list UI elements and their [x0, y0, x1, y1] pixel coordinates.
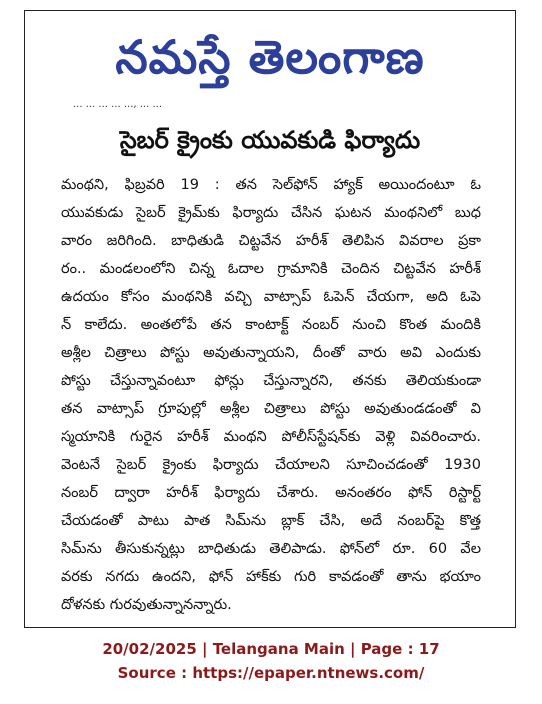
article-body: [61, 171, 481, 619]
article-line: రం.. మండలంలోని చిన్న ఓదాల గ్రామానికి చెందిన చిట్టవేన హరీశ్: [61, 261, 481, 277]
article-line: తన వాట్సాప్ గ్రూపుల్లో అశ్లీల చిత్రాలు పోస్టు అవుతుండడంతో వి: [61, 401, 481, 417]
article-headline: సైబర్ క్రైంకు యువకుడి ఫిర్యాదు: [119, 126, 421, 154]
source-link[interactable]: Source : https://epaper.ntnews.com/: [117, 664, 425, 682]
article-line: న్ కాలేదు. అంతలోపే తన కాంటాక్ట్ నంబర్ నుంచి కొంత మందికి: [61, 317, 481, 333]
article-line: అశ్లీల చిత్రాలు పోస్టు అవుతున్నాయని, దీంతో వారు అవి ఎందుకు: [61, 345, 481, 361]
article-line: మంథని, ఫిబ్రవరి 19 : తన సెల్‌ఫోన్ హ్యాక్ అయిందంటూ ఓ: [61, 177, 481, 193]
article-line: యువకుడు సైబర్ క్రైమ్‌కు ఫిర్యాదు చేసిన ఘటన మంథనిలో బుధ: [61, 205, 481, 221]
article-line: చేయడంతో పాటు పాత సిమ్‌ను బ్లాక్ చేసి, అదే నంబర్‌పై కొత్త: [61, 513, 481, 529]
article-line: వరకు నగదు ఉందని, ఫోన్ హాక్‌కు గురి కావడంతో తాను భయాం: [61, 569, 481, 585]
article-line: స్మయానికి గురైన హరీశ్ మంథని పోలీస్‌స్టేషన్‌కు వెళ్లి వివరించారు.: [61, 429, 481, 445]
edition-info: 20/02/2025 | Telangana Main | Page : 17: [102, 640, 440, 658]
article-line: వెంటనే సైబర్ క్రైంకు ఫిర్యాదు చేయాలని సూచించడంతో 1930: [61, 457, 481, 473]
article-line: వారం జరిగింది. బాధితుడి చిట్టవేన హరీశ్ తెలిపిన వివరాల ప్రకా: [61, 233, 481, 249]
article-line: దోళనకు గురవుతున్నానన్నారు.: [61, 597, 232, 613]
article-line: పోస్టు చేస్తున్నావంటూ ఫోన్లు చేస్తున్నారని, తనకు తెలియకుండా: [61, 373, 481, 389]
article-line: ఉదయం కోసం మంథనికి వచ్చి వాట్సాప్ ఓపెన్ చేయగా, అది ఓపె: [61, 289, 481, 305]
newspaper-clipping: [24, 10, 516, 628]
newspaper-masthead: నమస్తే తెలంగాణ: [115, 30, 425, 84]
truncated-previous-line: ... ... ... ... ..., ... ...: [73, 99, 163, 110]
article-line: సిమ్‌ను తీసుకున్నట్లు బాధితుడు తెలిపాడు. ఫోన్‌లో రూ. 60 వేల: [61, 541, 481, 557]
article-line: నంబర్ ద్వారా హరీశ్ ఫిర్యాదు చేశారు. అనంతరం ఫోన్ రిస్టార్ట్: [61, 485, 481, 501]
